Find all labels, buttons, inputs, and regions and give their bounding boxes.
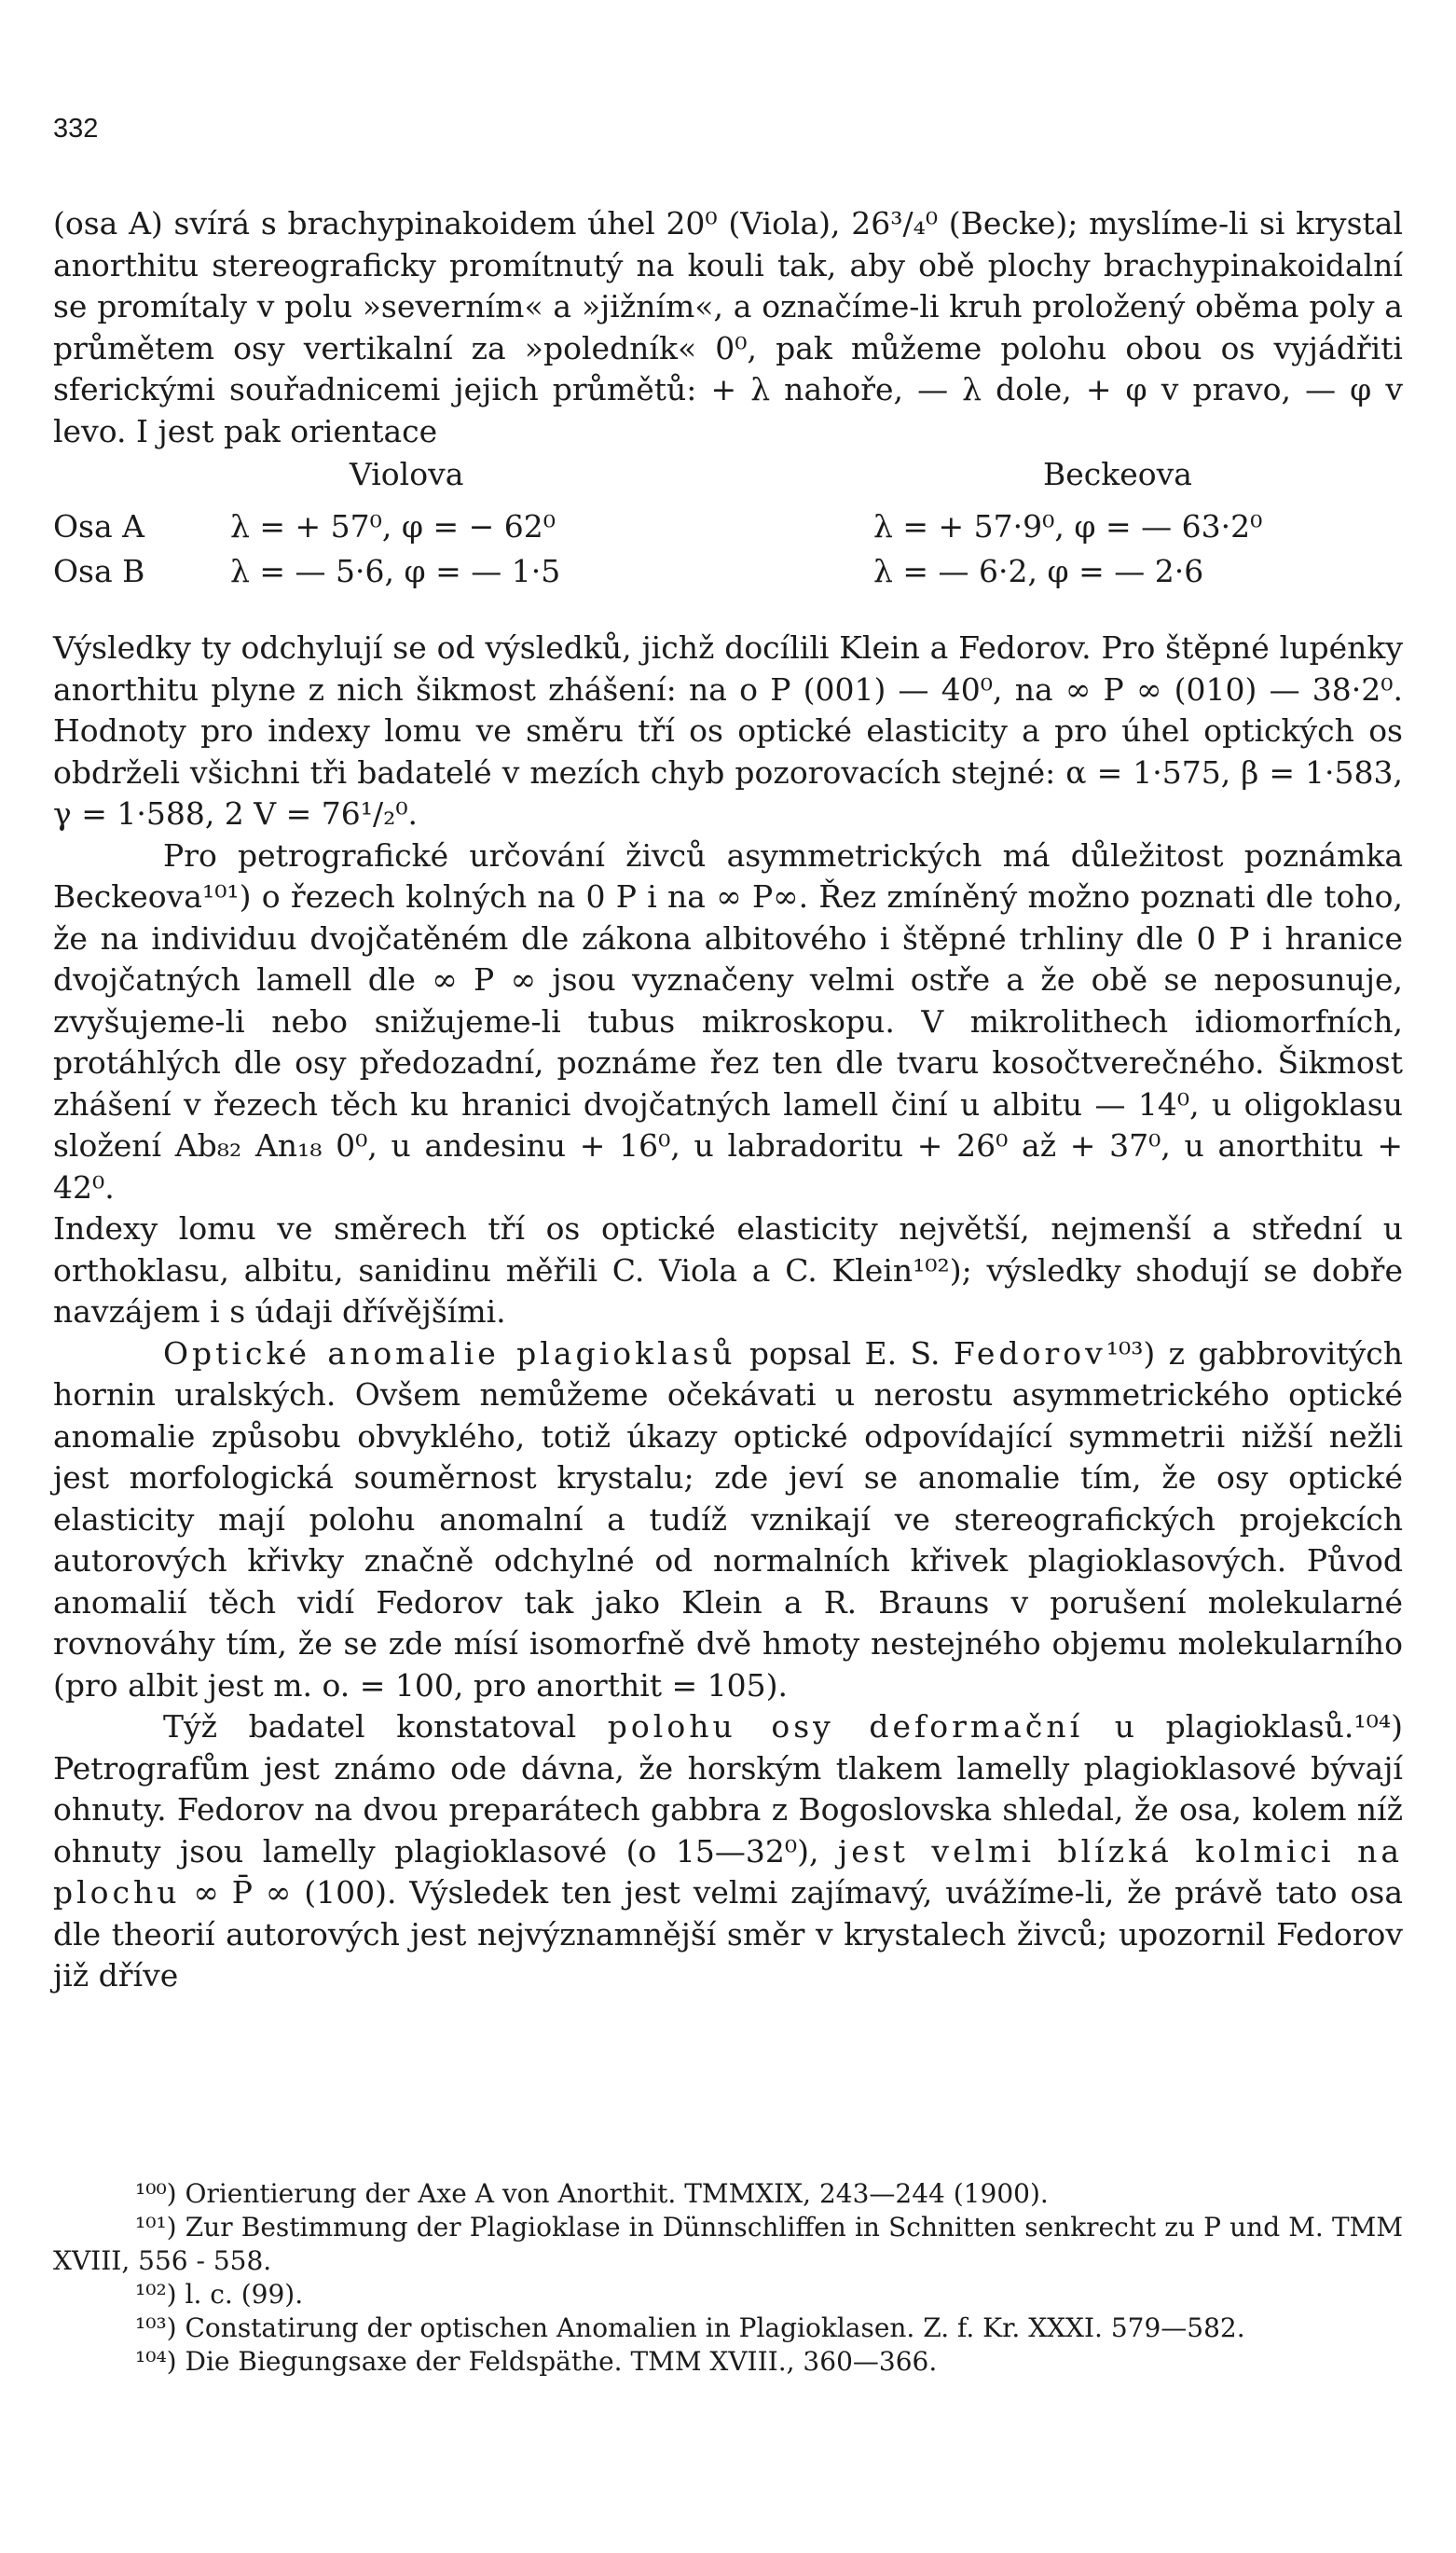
table-header-viola: Violova xyxy=(350,456,464,492)
table-cell-viola: λ = — 5·6, φ = — 1·5 xyxy=(230,553,561,589)
main-text xyxy=(53,203,1403,1997)
spaced-emphasis: polohu osy deformační xyxy=(607,1708,1084,1745)
spaced-emphasis: Optické anomalie plagioklasů xyxy=(163,1334,736,1372)
page-number: 332 xyxy=(53,114,99,144)
paragraph: Výsledky ty odchylují se od výsledků, jichž docílili Klein a Fedorov. Pro štěpné lupénky anorthitu plyne z nich šikmost zhášení: na o P (001) — 40⁰, na ∞ P ∞ (010) — 38·2⁰. Hodnoty pro indexy lomu ve směru tří os optické elasticity a pro úhel optických os obdrželi všichni tři badatelé v mezích chyb pozorovacích stejné: α = 1·575, β = 1·583, γ = 1·588, 2 V = 76¹/₂⁰. xyxy=(53,629,1403,832)
table-cell-viola: λ = + 57⁰, φ = − 62⁰ xyxy=(230,508,556,545)
footnote: ¹⁰⁴) Die Biegungsaxe der Feldspäthe. TMM XVIII., 360—366. xyxy=(135,2346,938,2377)
table-row-label: Osa A xyxy=(53,508,144,545)
footnote: ¹⁰³) Constatirung der optischen Anomalien in Plagioklasen. Z. f. Kr. XXXI. 579—582. xyxy=(135,2312,1245,2343)
footnote: ¹⁰⁰) Orientierung der Axe A von Anorthit. TMMXIX, 243—244 (1900). xyxy=(135,2178,1049,2209)
table-cell-becke: λ = + 57·9⁰, φ = — 63·2⁰ xyxy=(873,508,1263,545)
author-name: Fedorov xyxy=(953,1334,1106,1372)
paragraph: Pro petrografické určování živců asymmetrických má důležitost poznámka Beckeova¹⁰¹) o řezech kolných na 0 P i na ∞ P∞. Řez zmíněný možno poznati dle toho, že na individuu dvojčatěném dle zákona albitového i štěpné trhliny dle 0 P i hranice dvojčatných lamell dle ∞ P ∞ jsou vyznačeny velmi ostře a že obě se neposunuje, zvyšujeme-li nebo snižujeme-li tubus mikroskopu. V mikrolithech idiomorfních, protáhlých dle osy předozadní, poznáme řez ten dle tvaru kosočtverečného. Šikmost zhášení v řezech těch ku hranici dvojčatných lamell činí u albitu — 14⁰, u oligoklasu složení Ab₈₂ An₁₈ 0⁰, u andesinu + 16⁰, u labradoritu + 26⁰ až + 37⁰, u anorthitu + 42⁰. xyxy=(53,836,1403,1206)
paragraph: Indexy lomu ve směrech tří os optické elasticity největší, nejmenší a střední u orthoklasu, albitu, sanidinu měřili C. Viola a C. Klein¹⁰²); výsledky shodují se dobře navzájem i s údaji dřívějšími. xyxy=(53,1210,1403,1330)
footnote: ¹⁰²) l. c. (99). xyxy=(135,2279,304,2310)
footnote: ¹⁰¹) Zur Bestimmung der Plagioklase in Dünnschliffen in Schnitten senkrecht zu P und M. TMM XVIII, 556 - 558. xyxy=(53,2212,1403,2276)
table-cell-becke: λ = — 6·2, φ = — 2·6 xyxy=(873,553,1204,589)
table-row-label: Osa B xyxy=(53,553,145,589)
table-header-becke: Beckeova xyxy=(1043,456,1192,492)
paragraph: (osa A) svírá s brachypinakoidem úhel 20⁰ (Viola), 26³/₄⁰ (Becke); myslíme-li si krystal anorthitu stereograficky promítnutý na kouli tak, aby obě plochy brachypinakoidalní se promítaly v polu »severním« a »jižním«, a označíme-li kruh proložený oběma poly a průmětem osy vertikalní za »poledník« 0⁰, pak můžeme polohu obou os vyjádřiti sferickými souřadnicemi jejich průmětů: + λ nahoře, — λ dole, + φ v pravo, — φ v levo. I jest pak orientace xyxy=(53,205,1403,449)
orientation-table xyxy=(53,452,1403,628)
paragraph: Optické anomalie plagioklasů popsal E. S. Fedorov¹⁰³) z gabbrovitých hornin uralských. Ovšem nemůžeme očekávati u nerostu asymmetrického optické anomalie způsobu obvyklého, totiž úkazy optické odpovídající symmetrii nižší nežli jest morfologická souměrnost krystalu; zde jeví se anomalie tím, že osy optické elasticity mají polohu anomalní a tudíž vznikají ve stereografických projekcích autorových křivky značně odchylné od normalních křivek plagioklasových. Původ anomalií těch vidí Fedorov tak jako Klein a R. Brauns v porušení molekularné rovnováhy tím, že se zde mísí isomorfně dvě hmoty nestejného objemu molekularního (pro albit jest m. o. = 100, pro anorthit = 105). xyxy=(53,1334,1403,1704)
footnotes xyxy=(53,2177,1403,2379)
spaced-emphasis: jest velmi blízká kolmici na plochu xyxy=(53,1832,1403,1911)
paragraph: Týž badatel konstatoval polohu osy deformační u plagioklasů.¹⁰⁴) Petrografům jest známo ode dávna, že horským tlakem lamelly plagioklasové bývají ohnuty. Fedorov na dvou preparátech gabbra z Bogoslovska shledal, že osa, kolem níž ohnuty jsou lamelly plagioklasové (o 15—32⁰), jest velmi blízká kolmici na plochu ∞ P̄ ∞ (100). Výsledek ten jest velmi zajímavý, uvážíme-li, že právě tato osa dle theorií autorových jest nejvýznamnější směr v krystalech živců; upozornil Fedorov již dříve xyxy=(53,1708,1403,1994)
